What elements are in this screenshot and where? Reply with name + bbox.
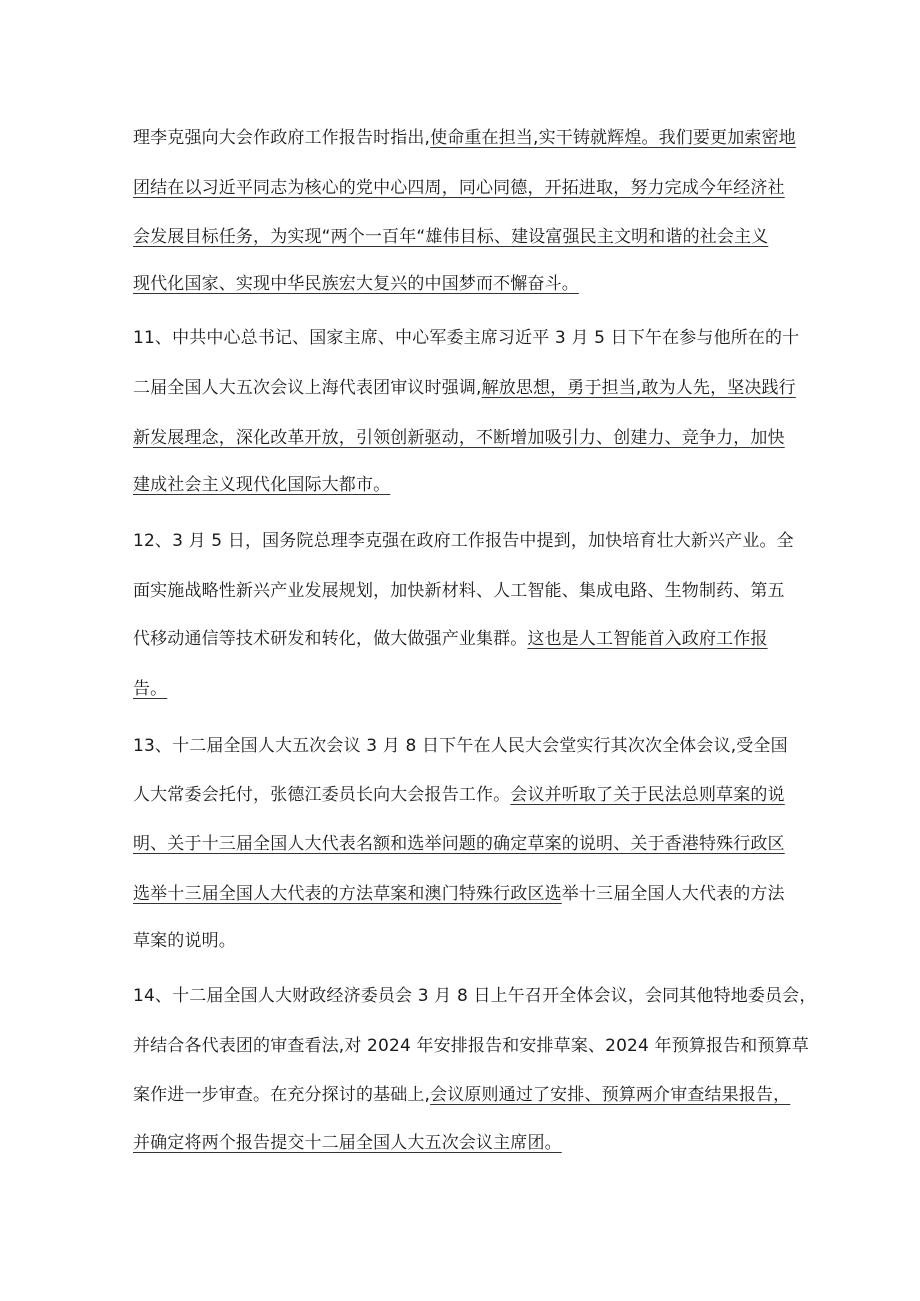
plain-text: 14、十二届全国人大财政经济委员会 3 月 8 日上午召开全体会议，会同其他特地委员会，: [133, 986, 817, 1006]
paragraph-13-line-1: [133, 734, 803, 758]
paragraph-11-line-4: [133, 473, 803, 497]
paragraph-14-line-4: [133, 1131, 803, 1155]
paragraph-11-line-1: [133, 326, 803, 350]
paragraph-1-line-2: [133, 176, 803, 200]
plain-text: 二届全国人大五次会议上海代表团审议时强调,: [133, 378, 482, 398]
paragraph-14-line-1: [133, 984, 817, 1008]
plain-text: 13、十二届全国人大五次会议 3 月 8 日下午在人民大会堂实行其次次全体会议,受全国: [133, 736, 788, 756]
paragraph-14-line-2: [133, 1034, 809, 1058]
paragraph-12-line-4: [133, 677, 803, 701]
paragraph-13-line-5: [133, 929, 803, 953]
underlined-text: 会议原则通过了安排、预算两介审查结果报告，: [430, 1085, 791, 1105]
underlined-text: 选举十三届全国人大代表的方法草案和澳门特殊行政区选: [133, 884, 562, 904]
plain-text: 举十三届全国人大代表的方法: [561, 884, 785, 904]
underlined-text: 团结在以习近平同志为核心的党中心四周，同心同德，开拓进取，努力完成今年经济社: [133, 178, 785, 198]
plain-text: 代移动通信等技术研发和转化，做大做强产业集群。: [133, 629, 528, 649]
underlined-text: 会议并听取了关于民法总则草案的说: [510, 785, 785, 805]
plain-text: 案作进一步审查。在充分探讨的基础上,: [133, 1085, 431, 1105]
paragraph-12-line-2: [133, 579, 803, 603]
underlined-text: 使命重在担当,实干铸就辉煌。我们要更加索密地: [430, 128, 796, 148]
paragraph-12-line-3: [133, 627, 803, 651]
underlined-text: 解放思想，勇于担当,敢为人先，坚决践行: [481, 378, 796, 398]
paragraph-1-line-4: [133, 272, 803, 296]
underlined-text: 这也是人工智能首入政府工作报: [527, 629, 768, 649]
paragraph-13-line-4: [133, 882, 803, 906]
plain-text: 理李克强向大会作政府工作报告时指出,: [133, 128, 431, 148]
paragraph-1-line-3: [133, 225, 803, 249]
paragraph-11-line-2: [133, 376, 803, 400]
underlined-text: 会发展目标任务，为实现“两个一百年“雄伟目标、建设富强民主文明和谐的社会主义: [133, 227, 769, 247]
paragraph-11-line-3: [133, 426, 803, 450]
paragraph-14-line-3: [133, 1083, 803, 1107]
plain-text: 12、3 月 5 日，国务院总理李克强在政府工作报告中提到，加快培育壮大新兴产业。全: [133, 531, 794, 551]
paragraph-13-line-2: [133, 783, 803, 807]
underlined-text: 新发展理念，深化改革开放，引领创新驱动，不断增加吸引力、创建力、竞争力，加快: [133, 428, 785, 448]
plain-text: 11、中共中心总书记、国家主席、中心军委主席习近平 3 月 5 日下午在参与他所在的十: [133, 328, 800, 348]
plain-text: 并结合各代表团的审查看法,对 2024 年安排报告和安排草案、2024 年预算报告和预算草: [133, 1036, 809, 1056]
plain-text: 草案的说明。: [133, 931, 236, 951]
underlined-text: 告。: [133, 679, 168, 699]
paragraph-1-line-1: [133, 126, 803, 150]
underlined-text: 建成社会主义现代化国际大都市。: [133, 475, 391, 495]
underlined-text: 明、关于十三届全国人大代表名额和选举问题的确定草案的说明、关于香港特殊行政区: [133, 834, 785, 854]
underlined-text: 并确定将两个报告提交十二届全国人大五次会议主席团。: [133, 1133, 562, 1153]
paragraph-13-line-3: [133, 832, 803, 856]
underlined-text: 现代化国家、实现中华民族宏大复兴的中国梦而不懈奋斗。: [133, 274, 579, 294]
plain-text: 人大常委会托付，张德江委员长向大会报告工作。: [133, 785, 511, 805]
paragraph-12-line-1: [133, 529, 803, 553]
plain-text: 面实施战略性新兴产业发展规划，加快新材料、人工智能、集成电路、生物制药、第五: [133, 581, 785, 601]
